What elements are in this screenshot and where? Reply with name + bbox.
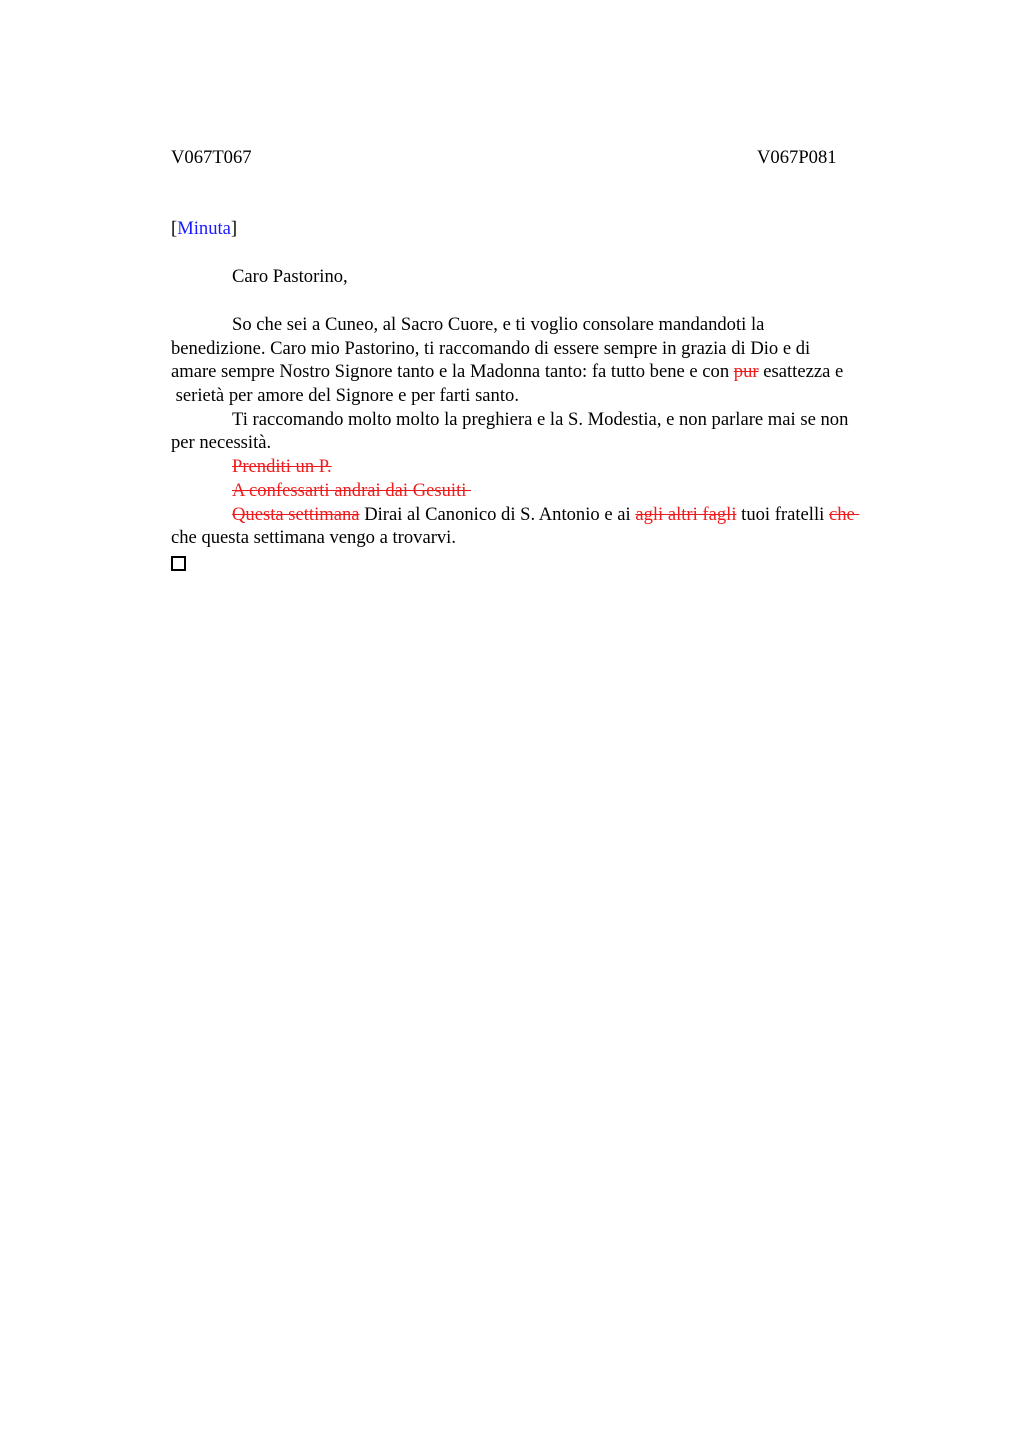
deleted-phrase-agli-altri-fagli: agli altri fagli — [635, 503, 737, 525]
deleted-word-pur: pur — [733, 361, 759, 383]
paragraph-1-line-3-text-b: esattezza e — [758, 361, 844, 383]
paragraph-1-line-2: benedizione. Caro mio Pastorino, ti raccomando di essere sempre in grazia di Dio e di — [171, 337, 811, 359]
paragraph-2-line-1: Ti raccomando molto molto la preghiera e la S. Modestia, e non parlare mai se non — [232, 408, 849, 430]
letter-body — [171, 313, 931, 571]
document-code-left: V067T067 — [171, 147, 252, 168]
square-outline-icon — [171, 556, 186, 571]
paragraph-5-line-2: che questa settimana vengo a trovarvi. — [171, 527, 456, 549]
deleted-line-prenditi: Prenditi un P. — [232, 456, 332, 478]
paragraph-5-text-1: Dirai al Canonico di S. Antonio e ai — [359, 503, 636, 525]
deleted-line-confessarti: A confessarti andrai dai Gesuiti — [232, 479, 472, 501]
heading-open-bracket: [ — [171, 218, 178, 239]
heading-label: Minuta — [177, 218, 231, 239]
paragraph-3 — [171, 455, 931, 479]
heading-close-bracket: ] — [230, 218, 238, 239]
deleted-word-che: che — [828, 503, 860, 525]
paragraph-1-line-3 — [171, 360, 931, 384]
paragraph-1-line-4: serietà per amore del Signore e per farti santo. — [171, 385, 519, 407]
document-code-right: V067P081 — [757, 147, 837, 168]
heading-minuta — [171, 218, 237, 240]
paragraph-1-line-3-text-a: amare sempre Nostro Signore tanto e la Madonna tanto: fa tutto bene e con — [171, 361, 734, 383]
paragraph-5-text-2: tuoi fratelli — [736, 503, 829, 525]
paragraph-1-line-1: So che sei a Cuneo, al Sacro Cuore, e ti voglio consolare mandandoti la — [232, 314, 765, 335]
paragraph-5-line-1 — [171, 503, 931, 527]
paragraph-4 — [171, 479, 931, 503]
deleted-phrase-questa-settimana: Questa settimana — [232, 503, 360, 525]
salutation: Caro Pastorino, — [232, 266, 348, 287]
paragraph-2-line-2: per necessità. — [171, 432, 272, 454]
